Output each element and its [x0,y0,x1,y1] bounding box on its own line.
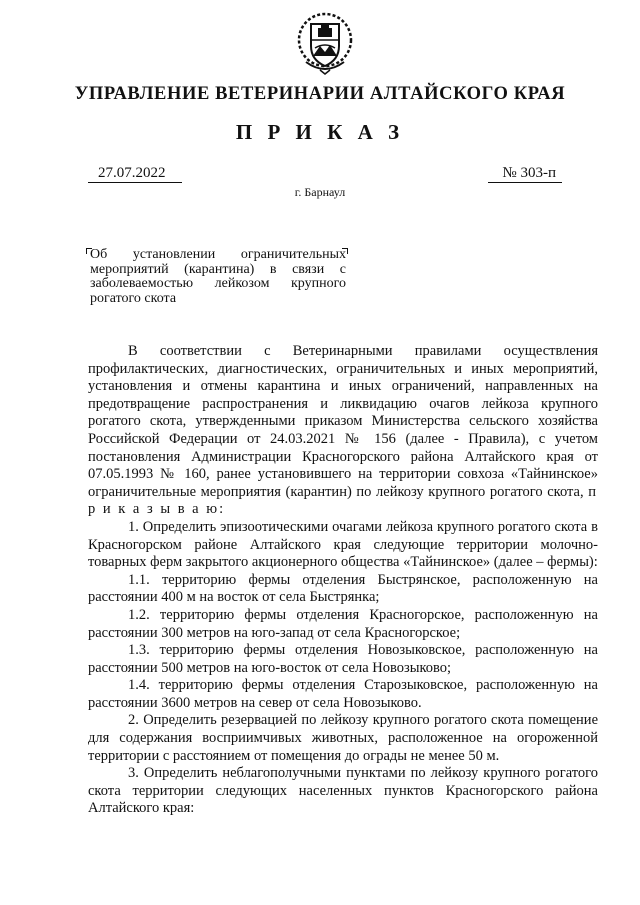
order-item: 1.3. территорию фермы отделения Новозыковское, расположенную на расстоянии 500 метров на юго-восток от села Новозыково; [88,642,598,676]
document-date: 27.07.2022 [88,164,182,183]
order-item: 1. Определить эпизоотическими очагами лейкоза крупного рогатого скота в Красногорском районе Алтайского края следующие территории молочно-товарных ферм закрытого акционерного общества «Тайнинское» (далее – фермы): [88,518,598,571]
order-subject: Об установлении ограничительных мероприятий (карантина) в связи с заболеваемостью лейкозом крупного рогатого скота [90,247,346,306]
document-type: П Р И К А З [235,120,405,144]
order-item: 3. Определить неблагополучными пунктами по лейкозу крупного рогатого скота территории следующих населенных пунктов Красногорского района Алтайского края: [88,765,598,817]
preamble-paragraph [88,343,598,519]
order-item: 2. Определить резервацией по лейкозу крупного рогатого скота помещение для содержания восприимчивых животных, расположенное на огороженной территории с расстоянием от помещения до ограды не менее 50 м. [88,712,598,764]
preamble-text: В соответствии с Ветеринарными правилами осуществления профилактических, диагностических, ограничительных и иных мероприятий, установления и отмены карантина и иных ограничений, направленных на предотвращение распространения и ликвидацию очагов лейкоза крупного рогатого скота, утвержденными приказом Министерства сельского хозяйства Российской Федерации от 24.03.2021 № 156 (далее - Правила), с учетом постановления Администрации Красногорского района Алтайского края от 07.05.1993 № 160, ранее установившего на территории совхоза «Тайнинское» ограничительные мероприятия (карантин) по лейкозу крупного рогатого скота, [88,343,598,500]
order-item: 1.4. территорию фермы отделения Старозыковское, расположенную на расстоянии 3600 метров на север от села Новозыково. [88,677,598,711]
order-body [88,343,598,818]
order-item: 1.2. территорию фермы отделения Красногорское, расположенную на расстоянии 300 метров на юго-запад от села Красногорское; [88,606,598,641]
order-item: 1.1. территорию фермы отделения Быстрянское, расположенную на расстоянии 400 м на восток от села Быстрянка; [88,571,598,606]
city: г. Барнаул [294,185,346,199]
document-number: № 303-п [488,164,562,183]
order-word: п р и к а з ы в а ю: [88,483,598,518]
coat-of-arms-icon [296,10,354,78]
organization-name: УПРАВЛЕНИЕ ВЕТЕРИНАРИИ АЛТАЙСКОГО КРАЯ [74,84,566,104]
